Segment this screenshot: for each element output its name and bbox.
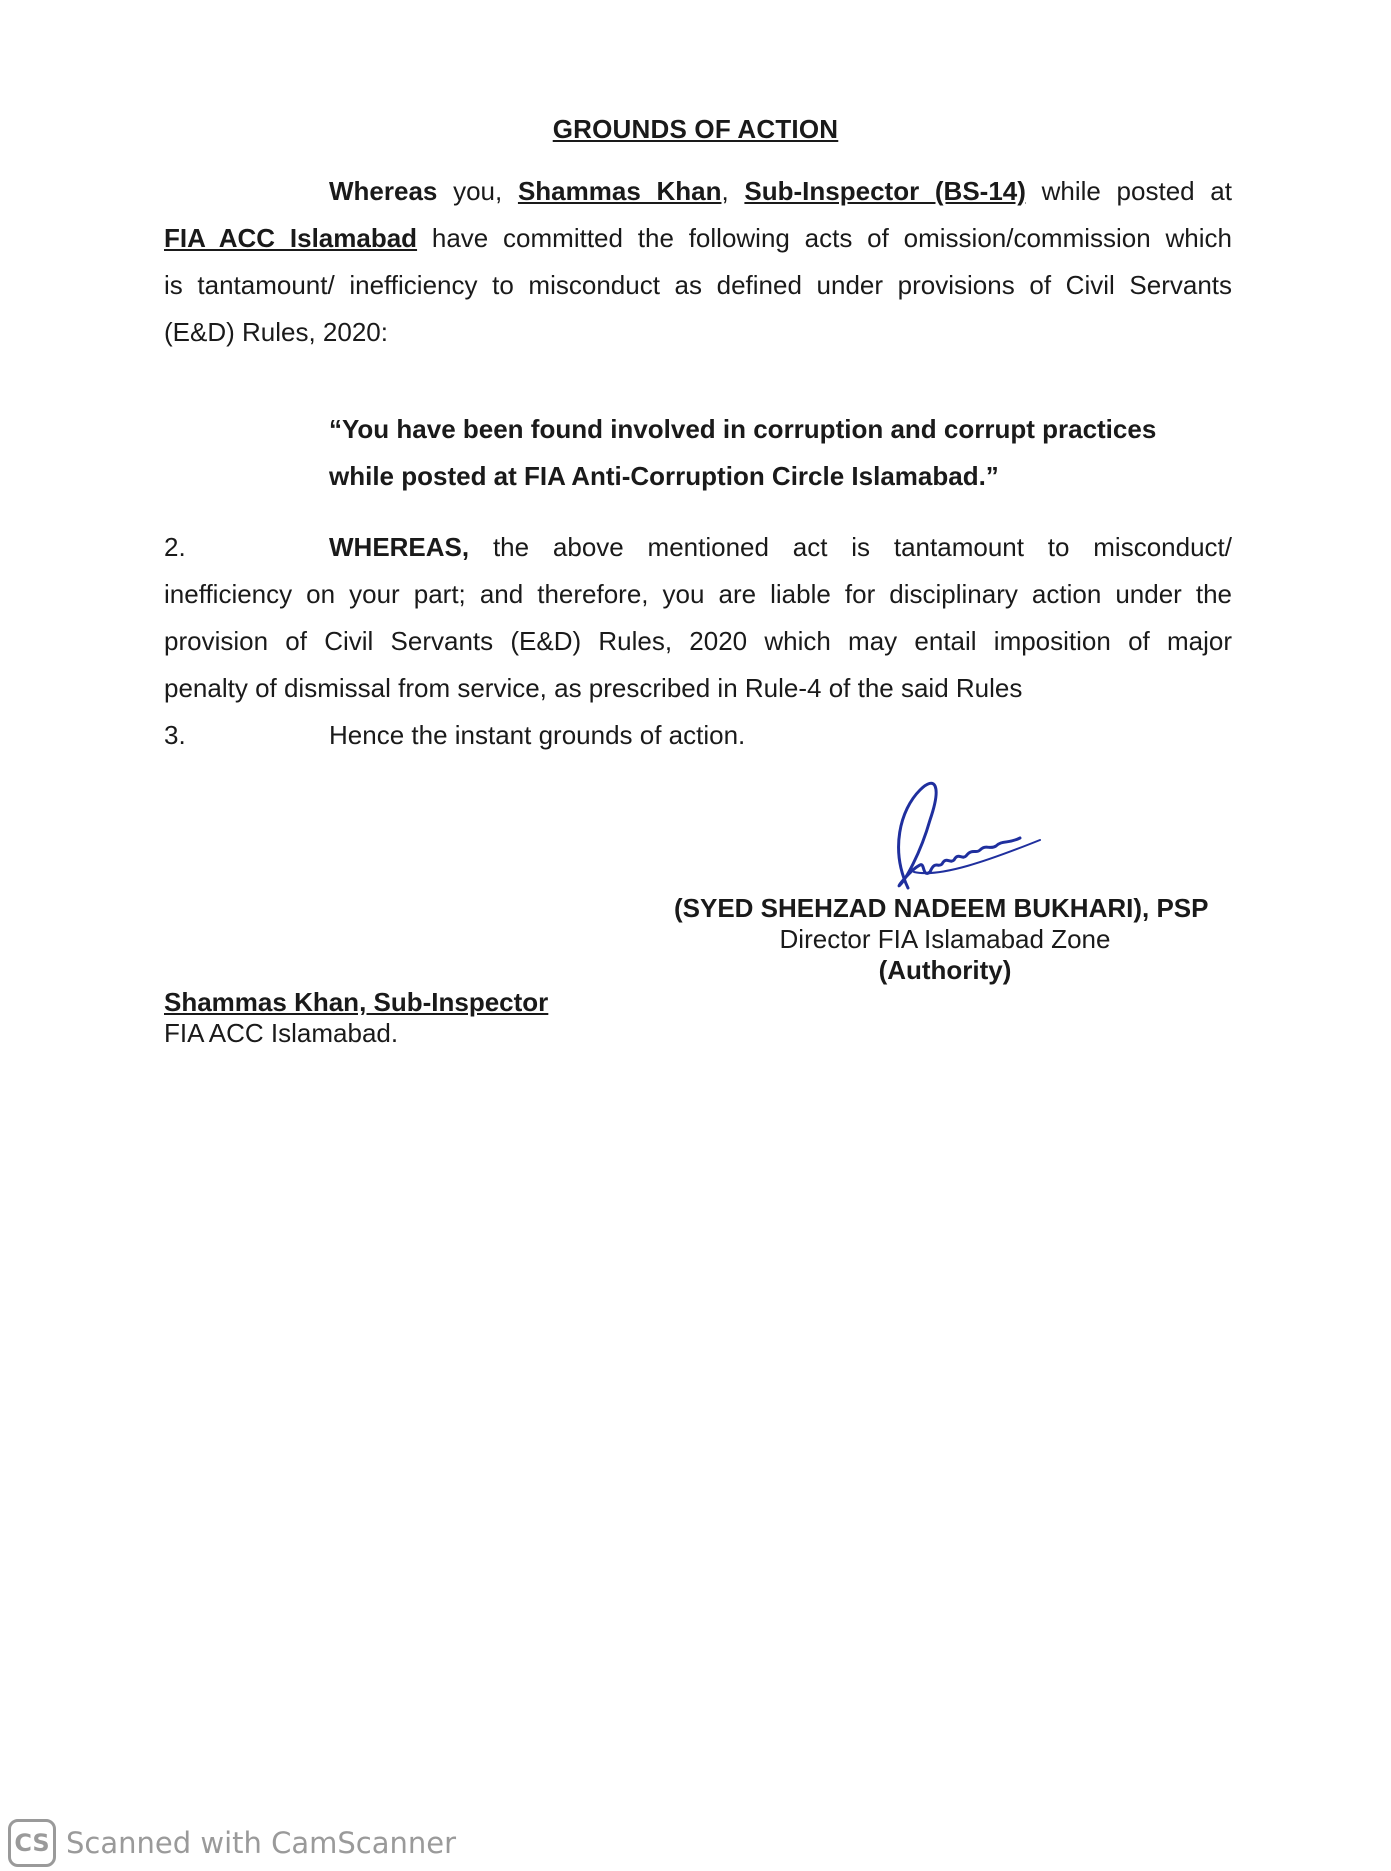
document-title: GROUNDS OF ACTION	[552, 114, 839, 144]
paragraph-1: Whereas you, Shammas Khan, Sub-Inspector (BS-14) while posted at FIA ACC Islamabad have committed the following acts of omission/commission which is tantamount/ inefficiency to misconduct as defined under provisions of Civil Servants (E&D) Rules, 2020:	[164, 176, 1232, 347]
paragraph-number: 3.	[164, 720, 186, 750]
accused-name: Shammas Khan	[517, 176, 722, 206]
paragraph-2: 2. WHEREAS, the above mentioned act is tantamount to misconduct/ inefficiency on your part; and therefore, you are liable for disciplinary action under the provision of Civil Servants (E&D) Rules, 2020 which may entail imposition of major penalty of dismissal from service, as prescribed in Rule-4 of the said Rules	[164, 524, 1232, 712]
paragraph-number: 2.	[164, 532, 186, 562]
signatory-name: (SYED SHEHZAD NADEEM BUKHARI), PSP	[674, 893, 1209, 923]
addressee-office: FIA ACC Islamabad.	[164, 1018, 399, 1048]
posting-station: FIA ACC Islamabad	[164, 223, 418, 253]
charge-quote: “You have been found involved in corruption and corrupt practices while posted at FIA Anti-Corruption Circle Islamabad.”	[329, 414, 1157, 491]
watermark-text: Scanned with CamScanner	[66, 1826, 457, 1860]
accused-rank: Sub-Inspector (BS-14)	[744, 176, 1026, 206]
addressee-name: Shammas Khan, Sub-Inspector	[164, 987, 549, 1017]
signature-image	[880, 760, 1050, 900]
camscanner-watermark	[8, 1818, 456, 1868]
whereas-label: Whereas	[329, 176, 438, 206]
signatory-role: (Authority)	[878, 955, 1012, 985]
signatory-block	[630, 893, 1260, 986]
addressee-block	[164, 987, 548, 1049]
camscanner-logo-icon: CS	[8, 1819, 56, 1867]
paragraph-3: 3. Hence the instant grounds of action.	[164, 712, 1232, 759]
signatory-designation: Director FIA Islamabad Zone	[779, 924, 1111, 954]
whereas-label: WHEREAS,	[329, 532, 470, 562]
